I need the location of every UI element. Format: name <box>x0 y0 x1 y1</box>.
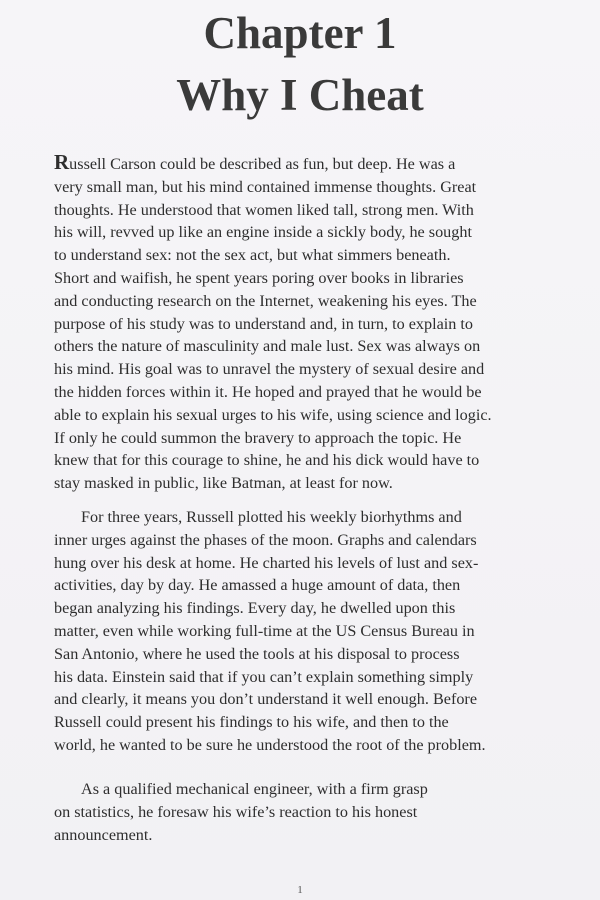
chapter-title: Why I Cheat <box>176 70 424 120</box>
text-line: thoughts. He understood that women liked tall, strong men. With <box>54 200 474 219</box>
text-line: announcement. <box>54 825 153 844</box>
text-line: and clearly, it means you don’t understand it well enough. Before <box>54 690 478 709</box>
text-line: inner urges against the phases of the moon. Graphs and calendars <box>54 530 477 549</box>
paragraph-1 <box>54 151 568 495</box>
text-line: world, he wanted to be sure he understood the root of the problem. <box>54 735 486 754</box>
paragraph-2 <box>54 506 568 757</box>
text-line: began analyzing his findings. Every day, he dwelled upon this <box>54 599 456 618</box>
text-line: his will, revved up like an engine inside a sickly body, he sought <box>54 223 472 242</box>
text-line: the hidden forces within it. He hoped and prayed that he would be <box>54 382 482 401</box>
text-line: stay masked in public, like Batman, at least for now. <box>54 474 393 493</box>
chapter-number: Chapter 1 <box>203 8 397 58</box>
text-line: on statistics, he foresaw his wife’s reaction to his honest <box>54 802 418 821</box>
text-line: Russell could present his findings to his wife, and then to the <box>54 713 449 732</box>
text-line: San Antonio, where he used the tools at his disposal to process <box>54 644 460 663</box>
text-line: and conducting research on the Internet, weakening his eyes. The <box>54 291 477 310</box>
text-line: activities, day by day. He amassed a huge amount of data, then <box>54 576 461 595</box>
text-line: knew that for this courage to shine, he and his dick would have to <box>54 451 480 470</box>
text-line: able to explain his sexual urges to his wife, using science and logic. <box>54 405 492 424</box>
page-number: 1 <box>297 884 303 896</box>
drop-cap: R <box>54 150 70 174</box>
text-line: purpose of his study was to understand and, in turn, to explain to <box>54 314 474 333</box>
text-line: matter, even while working full-time at the US Census Bureau in <box>54 621 475 640</box>
text-line: others the nature of masculinity and male lust. Sex was always on <box>54 337 481 356</box>
text-line: For three years, Russell plotted his weekly biorhythms and <box>81 508 462 526</box>
text-line: hung over his desk at home. He charted his levels of lust and sex- <box>54 553 479 572</box>
text-line: his mind. His goal was to unravel the mystery of sexual desire and <box>54 360 485 379</box>
text-line: Russell Carson could be described as fun, but deep. He was a <box>54 150 456 174</box>
text-line: If only he could summon the bravery to approach the topic. He <box>54 428 462 447</box>
text-line: very small man, but his mind contained immense thoughts. Great <box>54 177 477 196</box>
text-line: Short and waifish, he spent years poring over books in libraries <box>54 268 464 287</box>
text-line: to understand sex: not the sex act, but what simmers beneath. <box>54 246 451 265</box>
text-line: his data. Einstein said that if you can’t explain something simply <box>54 667 474 686</box>
text-line: As a qualified mechanical engineer, with a firm grasp <box>81 780 428 798</box>
paragraph-3 <box>54 778 568 846</box>
